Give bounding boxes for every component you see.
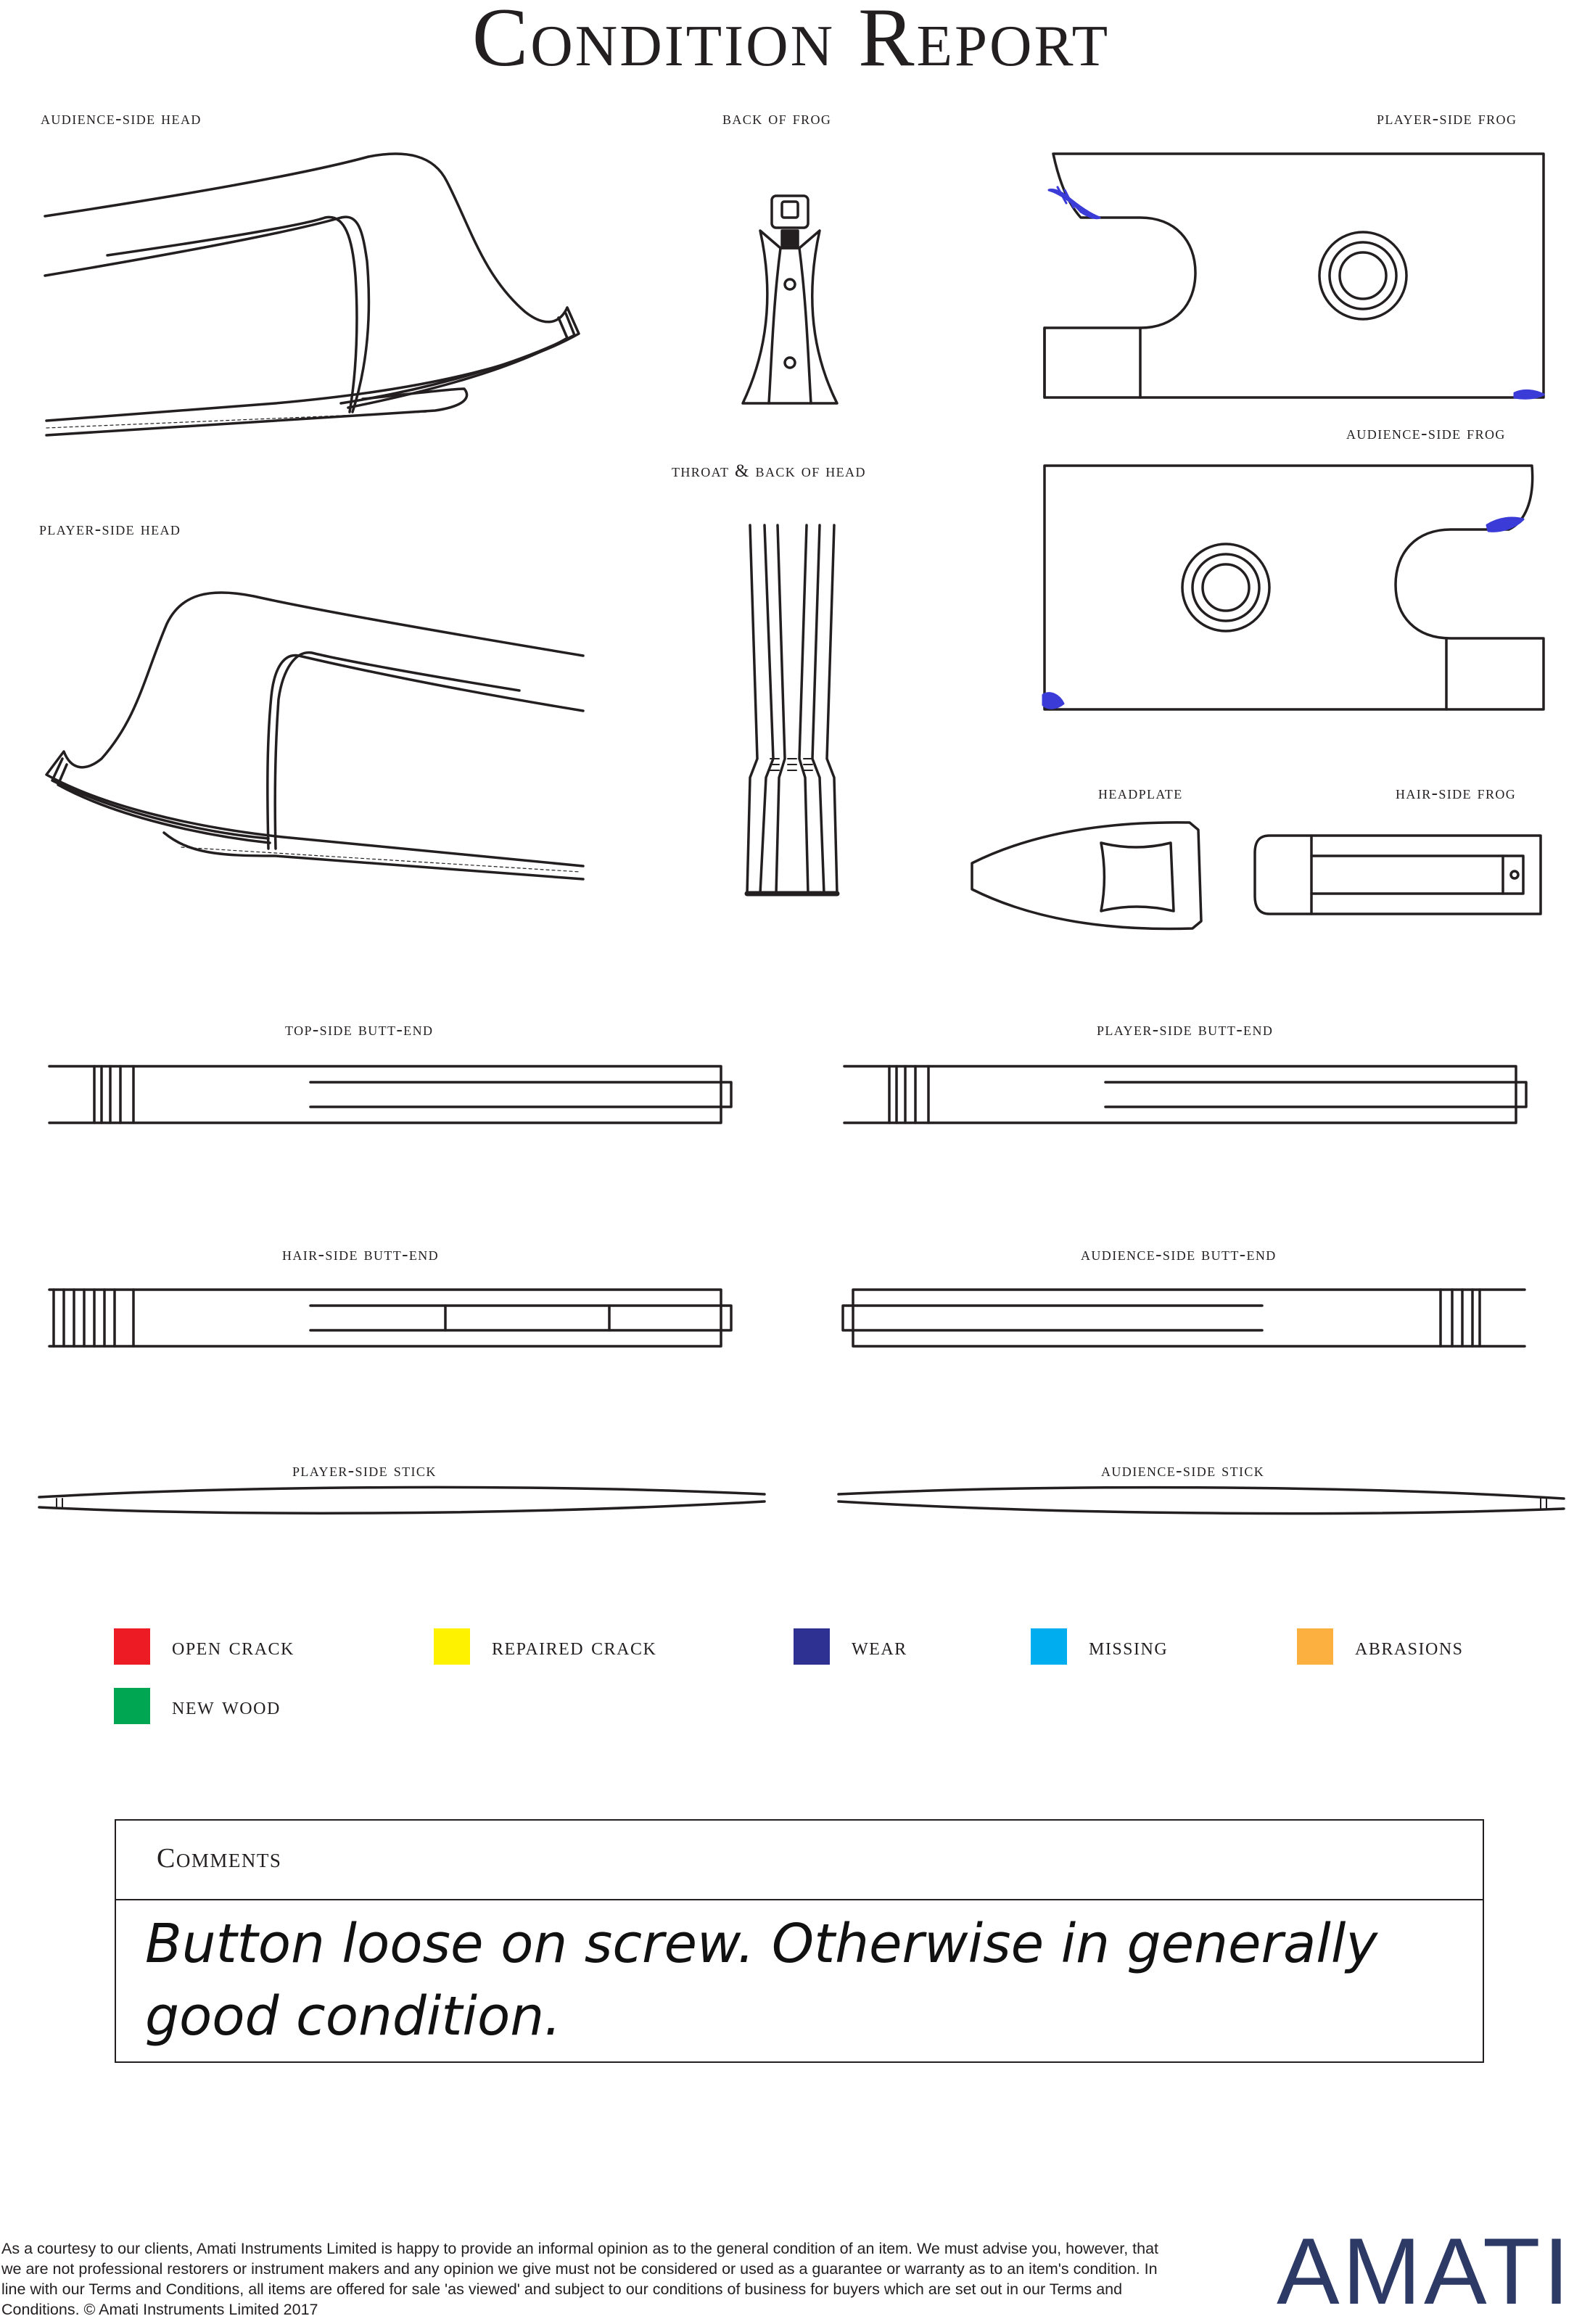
label-audience-side-stick: audience-side stick [1101, 1461, 1265, 1480]
label-hair-side-butt-end: hair-side butt-end [282, 1245, 440, 1264]
throat-back-of-head-drawing [747, 525, 837, 894]
page-title: Condition Report [471, 0, 1111, 84]
player-side-butt-end-drawing [844, 1066, 1526, 1123]
audience-side-head-drawing [45, 154, 579, 435]
label-player-side-head: player-side head [39, 519, 181, 539]
label-top-side-butt-end: top-side butt-end [285, 1020, 434, 1039]
legend-label-new-wood: new wood [172, 1693, 281, 1720]
back-of-frog-drawing [743, 196, 837, 403]
comments-title: Comments [157, 1843, 282, 1874]
label-player-side-stick: player-side stick [292, 1461, 437, 1480]
legend-swatch-repaired-crack [434, 1628, 470, 1665]
legend-label-wear: wear [852, 1633, 907, 1660]
comments-header [116, 1821, 1483, 1900]
label-player-side-butt-end: player-side butt-end [1097, 1020, 1274, 1039]
legend-label-repaired-crack: repaired crack [492, 1633, 657, 1660]
label-back-of-frog: back of frog [722, 109, 832, 128]
label-throat-back-of-head: throat & back of head [672, 461, 866, 481]
legend-swatch-new-wood [114, 1688, 150, 1724]
brand-logo: AMATI [1277, 2218, 1573, 2324]
label-audience-side-butt-end: audience-side butt-end [1081, 1245, 1277, 1264]
hair-side-frog-drawing [1255, 836, 1541, 914]
legend-label-abrasions: abrasions [1355, 1633, 1464, 1660]
player-side-frog-drawing [1045, 154, 1544, 397]
disclaimer-text: As a courtesy to our clients, Amati Instruments Limited is happy to provide an informal opinion as to the general condition of an item. We must advise you, however, that we are not professional restorers or instrument makers and any opinion we give must not be considered or used as a guarantee or warranty as to an item's condition. In line with our Terms and Conditions, all items are offered for sale 'as viewed' and subject to our conditions of business for buyers which are set out in our Terms and Conditions. © Amati Instruments Limited 2017 [1, 2240, 1159, 2318]
wear-markings [1043, 187, 1544, 708]
label-player-side-frog: player-side frog [1377, 109, 1517, 128]
legend-label-missing: missing [1089, 1633, 1169, 1660]
comments-box [115, 1819, 1484, 2063]
legend-label-open-crack: open crack [172, 1633, 294, 1660]
label-hair-side-frog: hair-side frog [1396, 783, 1517, 803]
label-headplate: headplate [1098, 783, 1183, 803]
top-side-butt-end-drawing [49, 1066, 731, 1123]
audience-side-stick-drawing [839, 1488, 1564, 1514]
legend-swatch-wear [794, 1628, 830, 1665]
legend-swatch-abrasions [1297, 1628, 1333, 1665]
label-audience-side-frog: audience-side frog [1346, 424, 1506, 443]
player-side-stick-drawing [39, 1487, 765, 1513]
label-audience-side-head: audience-side head [41, 109, 202, 128]
audience-side-frog-drawing [1045, 466, 1544, 709]
audience-side-butt-end-drawing [843, 1290, 1525, 1346]
headplate-drawing [972, 823, 1201, 929]
player-side-head-drawing [46, 593, 583, 879]
hair-side-butt-end-drawing [49, 1290, 731, 1346]
comments-text: Button loose on screw. Otherwise in generally good condition. [145, 1913, 1378, 2048]
legend-swatch-missing [1031, 1628, 1067, 1665]
legend-swatch-open-crack [114, 1628, 150, 1665]
